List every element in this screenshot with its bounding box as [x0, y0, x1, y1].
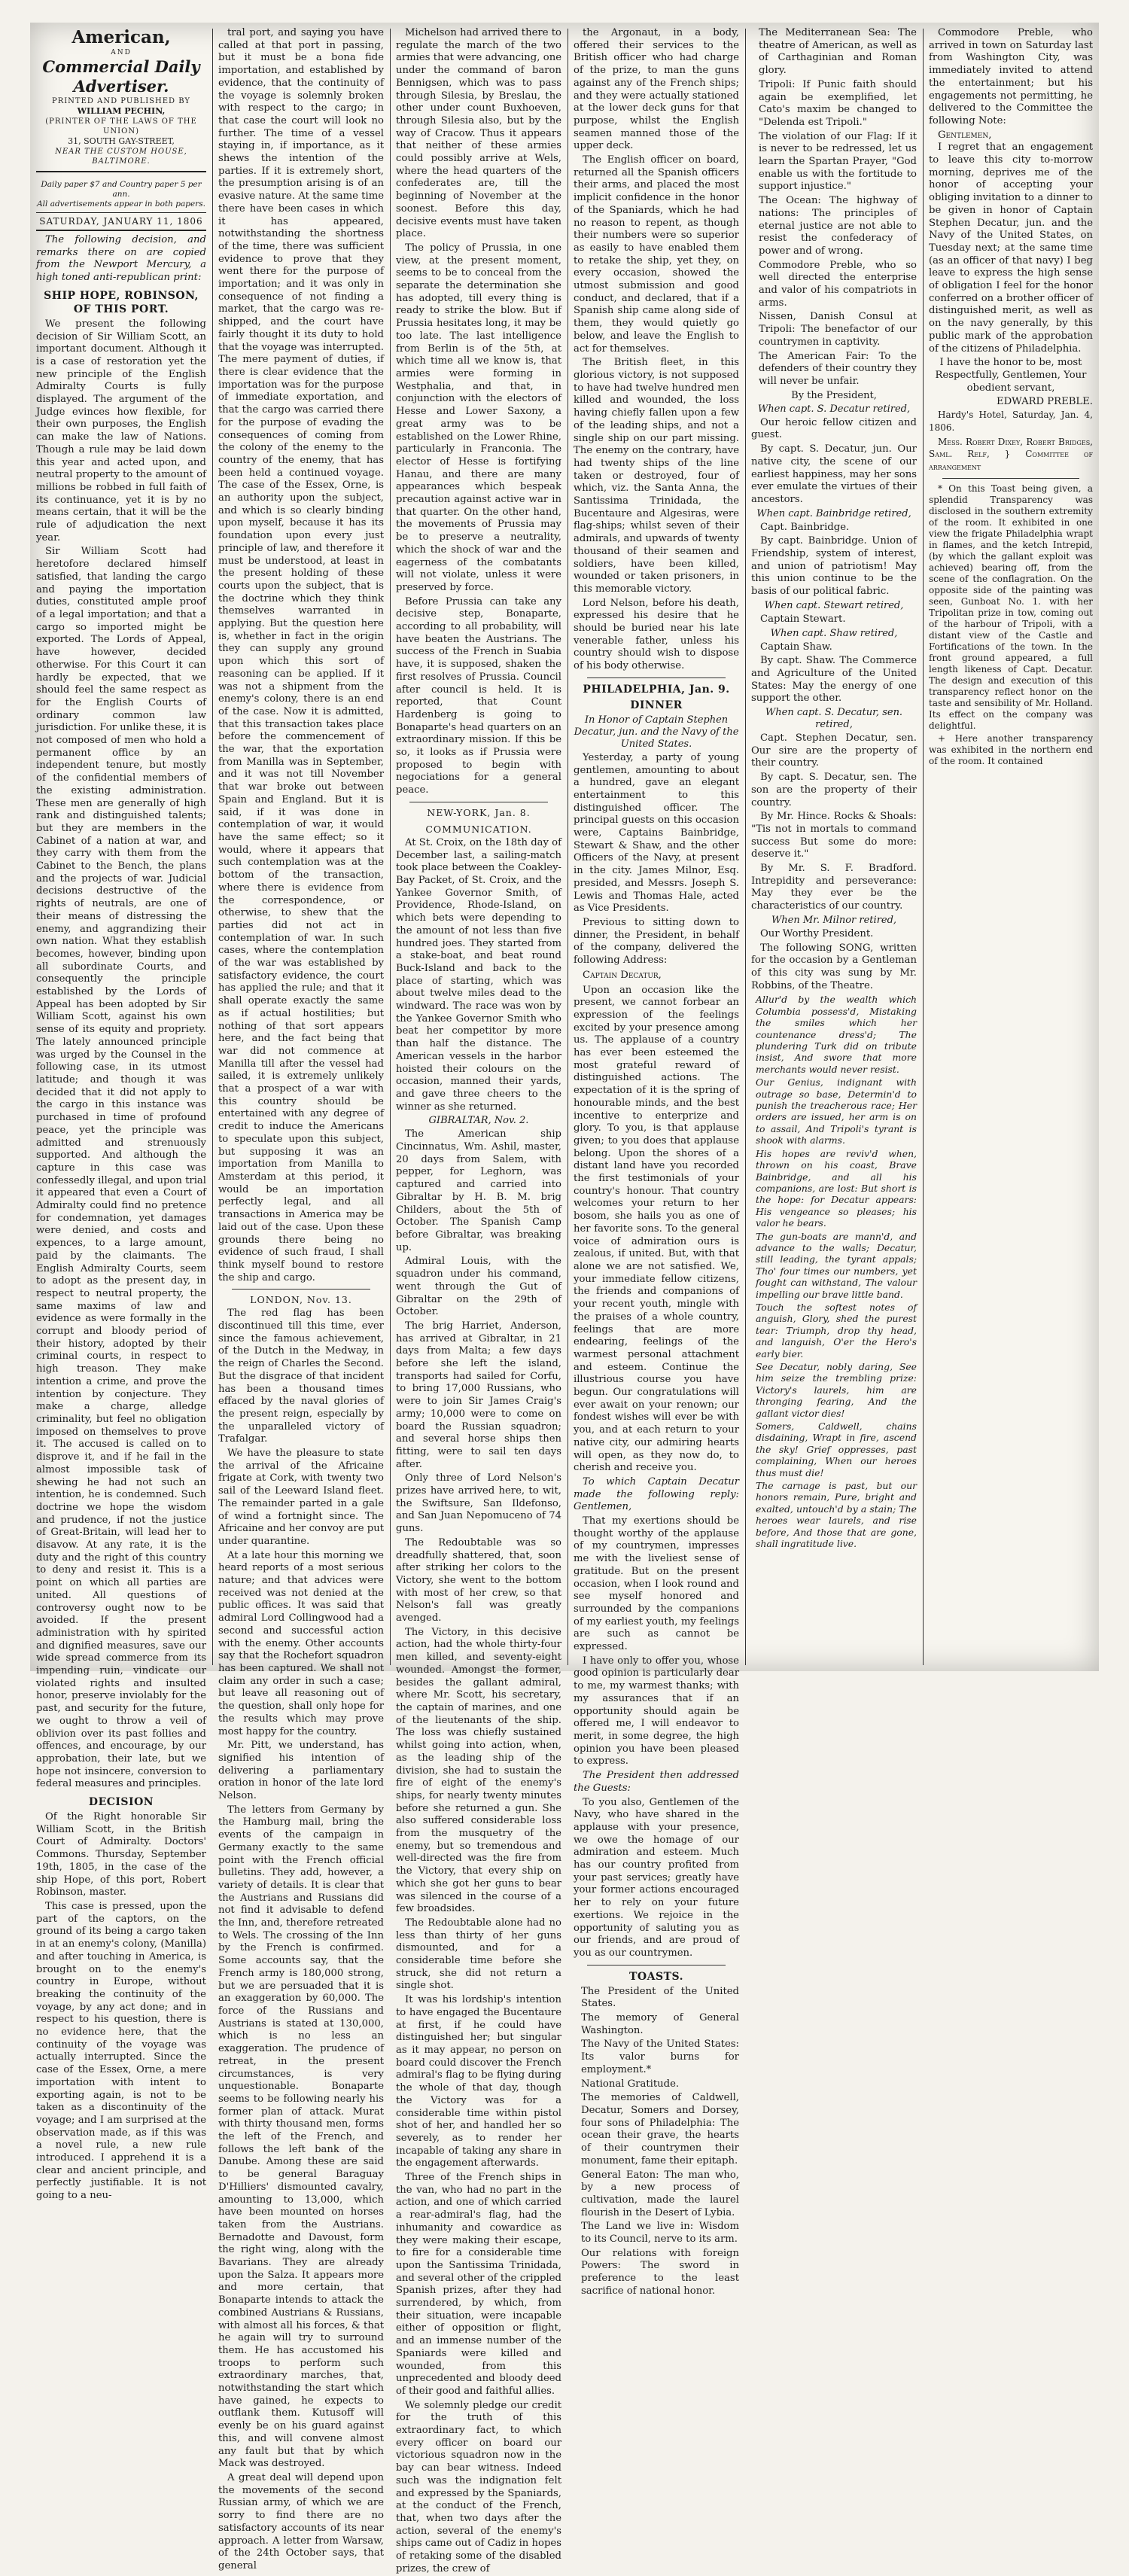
toast-item: Capt. Stephen Decatur, sen. Our sire are the property of their country. — [751, 732, 917, 769]
masthead-title-line1: American, — [72, 27, 171, 47]
paragraph: The Redoubtable alone had no less than thirty of her guns dismounted, and for a considerable time before she struck, she did not return a single shot. — [396, 1917, 561, 1992]
paragraph: Admiral Louis, with the squadron under his command, went through the Gut of Gibraltar on the 29th of October. — [396, 1256, 561, 1318]
toasts-list-continued — [751, 27, 917, 388]
paragraph: We solemnly pledge our credit for the truth of this extraordinary fact, to which every officer on board our victorious squadron now in the bay can bear witness. Indeed such was the indignation felt and expressed by the Spaniards, at the conduct of the French, that, when two days after the action, several of the enemy's ships came out of Cadiz in hopes of retaking some of the disabled prizes, the crew of — [396, 2399, 561, 2574]
paragraph: At a late hour this morning we heard reports of a most serious nature; and that advices were received was not denied at the public offices. It was said that admiral Lord Collingwood had a second and successful action with the enemy. Other accounts say that the Rochefort squadron has been captured. We shall not claim any order in such a case; but leave all reasoning out of the question, shall only hope for the results which may prove most happy for the country. — [218, 1549, 384, 1737]
address-line2: NEAR THE CUSTOM HOUSE, BALTIMORE. — [55, 148, 187, 166]
masthead-title-line2: Commercial Daily Advertiser. — [42, 57, 200, 96]
president-intro: The President then addressed the Guests: — [574, 1770, 739, 1794]
paragraph: The Redoubtable was so dreadfully shattered, that, soon after striking her colors to the Victory, she went to the bottom with most of her crew, so that Nelson's fall was greatly avenged. — [396, 1536, 561, 1624]
paragraph: The American ship Cincinnatus, Wm. Ashil, master, 20 days from Salem, with pepper, for Leghorn, was captured and carried into Gibraltar by H. B. M. brig Childers, about the 5th of October. The Spanish Camp before Gibraltar, was breaking up. — [396, 1128, 561, 1253]
address-salutation: Captain Decatur, — [583, 969, 662, 981]
column-4 — [568, 23, 745, 2297]
newspaper-page — [30, 23, 1099, 2574]
toast-item: The President of the United States. — [581, 1985, 739, 2010]
toast-occasion: When capt. S. Decatur retired, — [757, 403, 911, 415]
paragraph: Michelson had arrived there to regulate the march of the two armies that were advancing, one under the command of baron Bennigsen, which was to pass through Silesia, by Breslau, the other under count Buxhoeven, through Silesia also, but by the way of Cracow. Thus it appears that neither of these armies could possibly arrive at Wels, where the head quarters of the confederates are, till the beginning of November at the soonest. Before this day, decisive events must have taken place. — [396, 27, 561, 240]
paragraph: Commodore Preble, who arrived in town on Saturday last from Washington City, was immediately invited to attend the entertainment; but his engagements not permitting, he delivered to the Committee the following Note: — [929, 27, 1093, 126]
song-verse: Allur'd by the wealth which Columbia possess'd, Mistaking the smiles which her countenance dress'd; The plundering Turk did on tribute insist, And swore that more merchants would never resist. — [756, 994, 917, 1075]
terms-line2: All advertisements appear in both papers. — [37, 199, 205, 209]
song-verse: See Decatur, nobly daring, See him seize the trembling prize: Victory's laurels, him are thronging fearing, And the gallant victor dies! — [756, 1361, 917, 1419]
toast-item: Our heroic fellow citizen and guest. — [751, 416, 917, 441]
toast-item: Our relations with foreign Powers: The sword in preference to the least sacrifice of national honor. — [581, 2247, 739, 2297]
terms-line1: Daily paper $7 and Country paper 5 per ann. — [41, 180, 202, 199]
paragraph: The Victory, in this decisive action, had the whole thirty-four men killed, and seventy-eight wounded. Amongst the former, besides the gallant admiral, where Mr. Scott, his secretary, the captain of marines, and one of the lieutenants of the ship. The loss was chiefly sustained whilst going into action, when, as the leading ship of the division, she had to sustain the fire of eight of the enemy's ships, for nearly twenty minutes before she returned a gun. She also suffered considerable loss from the musquetry of the enemy, but so tremendous and well-directed was the fire from the Victory, that every ship on which she got her guns to bear was silenced in the course of a few broadsides. — [396, 1626, 561, 1915]
paragraph: Previous to sitting down to dinner, the President, in behalf of the company, delivered the following Address: — [574, 917, 739, 967]
decision-heading: DECISION — [88, 1796, 154, 1809]
paragraph: I have only to offer you, whose good opinion is particularly dear to me, my warmest thanks; with my assurances that if an opportunity should again be offered me, I will endeavor to merit, in some degree, the high opinion you have been pleased to express. — [574, 1655, 739, 1768]
communication-heading: COMMUNICATION. — [425, 823, 532, 835]
address: 31, SOUTH GAY-STREET, — [68, 136, 175, 146]
paragraph: Upon an occasion like the present, we cannot forbear an expression of the feelings excited by your presence among us. The applause of a country has ever been esteemed the most grateful reward of distinguished actions. The expectation of it is the spring of honourable minds, and the best incentive to enterprize and glory. To you, is that applause given; to you does that applause belong. Upon the shores of a distant land have you recorded the first testimonials of your country's honour. That country welcomes your return to her bosom, she hails you as one of her favorite sons. To the general voice of admiration ours is zealous, if united. But, with that alone we are not satisfied. We, your immediate fellow citizens, the friends and companions of your recent youth, mingle with the praises of a whole country, feelings that are more endearing, feelings of the warmest personal attachment and esteem. Continue the illustrious course you have begun. Our congratulations will ever await on your renown; our fondest wishes will ever be with you, and at each return to your native city, our admiring hearts will open, as they now do, to cherish and receive you. — [574, 984, 739, 1474]
paragraph: We have the pleasure to state the arrival of the Africaine frigate at Cork, with twenty two sail of the Leeward Island fleet. The remainder parted in a gale of wind a fortnight since. The Africaine and her convoy are put under quarantine. — [218, 1448, 384, 1547]
divider — [587, 677, 726, 678]
footnote: * On this Toast being given, a splendid Transparency was disclosed in the southern extremity of the room. It exhibited in one view the frigate Philadelphia wrapt in flames, and the ketch Intrepid, (by which the gallant exploit was achieved) bearing off, from the scene of the conflagration. On the opposite side of the painting was seen, Gunboat No. 1. with her Tripolitan prize in tow, coming out of the harbour of Tripoli, with a distant view of the Castle and Fortifications of the town. In the front ground appeared, a full length likeness of Capt. Decatur. The design and execution of this transparency reflect honor on the taste and sensibility of Mr. Holland. Its effect on the company was delightful. — [929, 483, 1093, 731]
column-3 — [390, 23, 568, 2574]
toast-occasion: When capt. Bainbridge retired, — [756, 507, 911, 519]
paragraph: Of the Right honorable Sir William Scott, in the British Court of Admiralty. Doctors' Commons. Thursday, September 19th, 1805, in the case of the ship Hope, of this port, Robert Robinson, master. — [36, 1811, 206, 1899]
divider — [942, 478, 1079, 479]
paragraph: Three of the French ships in the van, who had no part in the action, and one of which carried a rear-admiral's flag, had the inhumanity and cowardice as they were making their escape, to fire for a considerable time upon the Santissima Trinidada, and several other of the crippled Spanish prizes, after they had surrendered, by which, from their situation, were incapable either of opposition or flight, and an immense number of the Spaniards were killed and wounded, from this unprecedented and bloody deed of their good and faithful allies. — [396, 2172, 561, 2397]
column-1 — [30, 23, 212, 2202]
printer-line2: (PRINTER OF THE LAWS OF THE UNION) — [45, 117, 197, 135]
toast-item: The violation of our Flag: If it is never to be redressed, let us learn the Spartan Prayer, "God enable us with the fortitude to support injustice." — [759, 130, 917, 193]
volunteer-toasts-heading: By the President, — [791, 389, 877, 401]
toasts-list — [574, 1986, 739, 2298]
intro-paragraph: The following decision, and remarks there on are copied from the Newport Mercury, a high toned anti-republican print: — [36, 234, 206, 284]
toast-item: Capt. Bainbridge. — [760, 521, 850, 533]
toast-item: General Eaton: The man who, by a new process of cultivation, made the laurel flourish in the Desert of Lybia. — [581, 2169, 739, 2218]
toast-occasion: When capt. S. Decatur, sen. retired, — [765, 707, 903, 731]
paragraph: Only three of Lord Nelson's prizes have arrived here, to wit, the Swiftsure, San Ildefonso, and San Juan Nepomuceno of 74 guns. — [396, 1472, 561, 1535]
reply-intro: To which Captain Decatur made the following reply: Gentlemen, — [574, 1475, 739, 1513]
toast-item: The memory of General Washington. — [581, 2012, 739, 2036]
paragraph: That my exertions should be thought worthy of the applause of my countrymen, impresses me with the liveliest sense of gratitude. But on the present occasion, when I look round and see myself honored and surrounded by the companions of my earliest youth, my feelings are such as cannot be expressed. — [574, 1515, 739, 1653]
paragraph: This case is pressed, upon the part of the captors, on the ground of its being a cargo taken in at an enemy's colony, (Manilla) and after touching in America, is brought on to the enemy's country in Europe, without breaking the continuity of the voyage, by any act done; and in respect to his question, there is no evidence here, that the continuity of the voyage was actually interrupted. Since the case of the Essex, Orne, a mere importation with intent to exporting again, is not to be taken as a discontinuity of the voyage; and I am surprised at the observation made, as if this was a novel rule, a new rule introduced. I apprehend it is a clear and ancient principle, and perfectly justifiable. It is not going to a neu- — [36, 1901, 206, 2202]
masthead-and: AND — [111, 49, 132, 56]
song-verse: His hopes are reviv'd when, thrown on his coast, Brave Bainbridge, and all his companions, are lost: But short is the hope: for Decatur appears: His vengeance so pleases; his valor he bears. — [756, 1147, 917, 1229]
paragraph: Before Prussia can take any decisive step, Bonaparte, according to all probability, will have beaten the Austrians. The success of the French in Suabia have, it is supposed, shaken the first resolves of Prussia. Council after council is held. It is reported, that Count Hardenberg is going to Bonaparte's head quarters on an extraordinary mission. If this be so, it looks as if Prussia were proposed to begin with negociations for a general peace. — [396, 595, 561, 796]
toast-item: By capt. S. Decatur, sen. The son are the property of their country. — [751, 772, 917, 808]
paragraph: The policy of Prussia, in one view, at the present moment, seems to be to conceal from the separate the determination she has adopted, till every thing is ready to strike the blow. But if Prussia hesitates long, it may be too late. The last intelligence from Berlin is of the 5th, at which time all we know is, that armies were forming in Westphalia, and that, in conjunction with the electors of Hesse and Lower Saxony, a great army was to be established on the Lower Rhine, particularly in Franconia. The elector of Hesse is fortifying Hanau, and there are many appearances which bespeak precaution against active war in that quarter. On the other hand, the movements of Prussia may be to preserve a neutrality, which the shock of war and the eagerness of the combatants will not violate, unless it were preserved by force. — [396, 242, 561, 593]
toast-item: By Mr. S. F. Bradford. Intrepidity and perseverance: May they ever be the characteristics of our country. — [751, 863, 917, 912]
song-verse: The carnage is past, but our honors remain, Pure, bright and exalted, untouch'd by a stain; The heroes wear laurels, and rise before, And those that are gone, shall ingratitude live. — [756, 1480, 917, 1550]
place-date: Hardy's Hotel, Saturday, Jan. 4, 1806. — [929, 410, 1093, 433]
subscription-terms — [36, 177, 206, 213]
toast-item: Commodore Preble, who so well directed the enterprise and valor of his compatriots in arms. — [759, 259, 917, 309]
paragraph: Lord Nelson, before his death, expressed his desire that he should be buried near his late venerable father, unless his country should wish to dispose of his body otherwise. — [574, 597, 739, 672]
toast-occasion: When Mr. Milnor retired, — [771, 914, 897, 926]
song-verse: Somers, Caldwell, chains disdaining, Wrapt in fire, ascend the sky! Grief oppresses, past complaining, When our heroes thus must die! — [756, 1420, 917, 1478]
toast-item: National Gratitude. — [581, 2078, 680, 2090]
footnote: + Here another transparency was exhibited in the northern end of the room. It contained — [929, 732, 1093, 766]
toast-item: The American Fair: To the defenders of their country they will never be unfair. — [759, 350, 917, 387]
toast-item: The memories of Caldwell, Decatur, Somers and Dorsey, four sons of Philadelphia: The ocean their grave, the hearts of their countrymen their monument, fame their epitaph. — [581, 2092, 739, 2166]
signature: EDWARD PREBLE. — [996, 396, 1093, 408]
paragraph: At St. Croix, on the 18th day of December last, a sailing-match took place between the Coakley-Bay Packet, of St. Croix, and the Yankee Governor Smith, of Providence, Rhode-Island, on which bets were depending to the amount of not less than five hundred joes. They started from a stake-boat, and beat round Buck-Island and back to the place of starting, which was about twelve miles dead to the windward. The race was won by the Yankee Governor Smith who beat her competitor by more than half the distance. The American vessels in the harbor hoisted their colours on the occasion, manned their yards, and gave three cheers to the winner as she returned. — [396, 836, 561, 1113]
divider — [232, 1289, 370, 1290]
paragraph: tral port, and saying you have called at that port in passing, but it must be a bona fide importation, and established by evidence, that the continuity of the voyage is solemnly broken with respect to the cargo; in that case the court will look no further. The time of a vessel staying in, if importance, as it shews the intention of the parties. If it is extremely short, the presumption arising is of an evasive nature. At the same time there have been cases in which it has appeared, notwithstanding the shortness of the time, there was sufficient evidence to prove that they went there for the purpose of importation; and it was only in consequence of not finding a market, that the cargo was re-shipped, and the court have fairly thought it its duty to hold that the voyage was interrupted. The mere payment of duties, if there is clear evidence that the importation was for the purpose of immediate exportation, and that the cargo was carried there for the purpose of evading the consequences of coming from the colony of the enemy to the country of the enemy, that has been held a continued voyage. The case of the Essex, Orne, is an authority upon the subject, and which is so clearly binding upon myself, because it has its foundation upon every just principle of law, and therefore it must be understood, at least in the present holding of these courts upon the subject, that is the doctrine which they think themselves warranted in applying. But the question here is, whether in fact in the origin they can supply any ground upon which this sort of reasoning can be applied. If it was not a shipment from the enemy's colony, there is an end of the case. Now it is admitted, that this transaction takes place before the commencement of the war, that the exportation from Manilla was in September, and it was not till November that war broke out between Spain and England. But it is said, if it was done in contemplation of war, it would have the same effect; so it would, where it appears that such contemplation was at the bottom of the transaction, where there is evidence from the correspondence, or otherwise, to shew that the parties did not act in contemplation of war. In such cases, where the contemplation of the war was established by satisfactory evidence, the court has applied the rule; and that it shall operate exactly the same as if actual hostilities; but nothing of that sort appears here, and the fact being that war did not commence at Manilla till after the vessel had sailed, it is extremely unlikely that a prospect of a war with this country should be entertained with any degree of credit to induce the Americans to speculate upon this subject, but supposing it was an importation from Manilla to Amsterdam at this period, it would be an importation perfectly legal, and all transactions in America may be laid out of the case. Upon these grounds there being no evidence of such fraud, I shall think myself bound to restore the ship and cargo. — [218, 27, 384, 1283]
closing: I have the honor to be, most Respectfully, Gentlemen, Your obedient servant, — [935, 357, 1087, 394]
toast-item: The Mediterranean Sea: The theatre of American, as well as of Carthaginian and Roman glory. — [759, 27, 917, 77]
toast-item: By capt. Bainbridge. Union of Friendship, system of interest, and union of patriotism! May this union continue to be the basis of our political fabric. — [751, 535, 917, 598]
toast-item: Captain Stewart. — [760, 613, 846, 625]
toast-item: Captain Shaw. — [760, 641, 832, 653]
paragraph: The red flag has been discontinued till this time, ever since the famous achievement, of the Dutch in the Medway, in the reign of Charles the Second. But the disgrace of that incident has been a thousand times effaced by the naval glories of the present reign, especially by the unparalleled victory of Trafalgar. — [218, 1308, 384, 1445]
committee: Mess. Robert Dixey, Robert Bridges, Saml. Relf, } Committee of arrangement — [929, 436, 1093, 472]
column-2 — [212, 23, 390, 2571]
paragraph: I regret that an engagement to leave this city to-morrow morning, deprives me of the honor of accepting your obliging invitation to a dinner to be given in honor of Captain Stephen Decatur, jun. and the Navy of the United States, on Tuesday next; at the same time (as an officer of that navy) I beg leave to express the high sense of obligation I feel for the honor conferred on a brother officer of distinguished merit, as well as on the navy generally, by this public mark of the approbation of the citizens of Philadelphia. — [929, 142, 1093, 355]
paragraph: The letters from Germany by the Hamburg mail, bring the events of the campaign in Germany exactly to the same point with the French official bulletins. They add, however, a variety of details. It is clear that the Austrians and Russians did not find it advisable to defend the Inn, and, therefore retreated to Wels. The crossing of the Inn by the French is confirmed. Some accounts say, that the French army is 180,000 strong, but we are persuaded that it is an exaggeration by 60,000. The force of the Russians and Austrians is stated at 130,000, which is no less an exaggeration. The prudence of retreat, in the present circumstances, is very unquestionable. Bonaparte seems to be following nearly his former plan of attack. Murat with thirty thousand men, forms the left of the French, and follows the left bank of the Danube. Among these are said to be general Baraguay D'Hilliers' dismounted cavalry, amounting to 13,000, which have been mounted on horses taken from the Austrians. Bernadotte and Davoust, form the right wing, along with the Bavarians. They are already upon the Salza. It appears more and more certain, that Bonaparte intends to attack the combined Austrians & Russians, with almost all his forces, & that he again will try to surround them. He has accustomed his troops to perform such extraordinary marches, that, notwithstanding the start which have gained, he expects to outflank them. Kutusoff will evenly be on his guard against this, and will convene almost any fault but that by which Mack was destroyed. — [218, 1804, 384, 2470]
toast-item: The Ocean: The highway of nations: The principles of eternal justice are not able to resist the confederacy of power and of wrong. — [759, 195, 917, 257]
printer-name: WILLIAM PECHIN, — [77, 106, 166, 116]
paragraph: The English officer on board, returned all the Spanish officers their arms, and placed the most implicit confidence in the honor of the Spaniards, which he had no reason to repent, as though their numbers were so superior as easily to have enabled them to retake the ship, yet they, on every occasion, showed the utmost submission and good conduct, and declared, that if a Spanish ship came along side of them, they would quietly go below, and leave the English to act for themselves. — [574, 154, 739, 355]
toast-occasion: When capt. Stewart retired, — [764, 599, 904, 611]
issue-date: SATURDAY, JANUARY 11, 1806 — [36, 213, 206, 231]
paragraph: A great deal will depend upon the movements of the second Russian army, of which we are sorry to find there are no satisfactory accounts of its near approach. A letter from Warsaw, of the 24th October says, that general — [218, 2472, 384, 2571]
toast-item: By Mr. Hince. Rocks & Shoals: "Tis not in mortals to command success But some do more: deserve it." — [751, 811, 917, 860]
paragraph: We present the following decision of Sir William Scott, an important document. Although it is a case of restoration yet the new principle of the English Admiralty Courts is fully displayed. The argument of the Judge evinces how flexible, for their own purposes, the English can make the law of Nations. Though a rule may be laid down this year and acted upon, and neutral property to the amount of millions be robbed in full faith of its continuance, yet it is by no means certain, that it will be the rule of adjudication the next year. — [36, 318, 206, 544]
toasts-heading: TOASTS. — [629, 1970, 683, 1983]
gibraltar-dateline: GIBRALTAR, Nov. 2. — [428, 1115, 529, 1127]
dinner-heading: DINNER — [630, 699, 683, 711]
song-verse: Touch the softest notes of anguish, Glory, shed the purest tear: Triumph, drop thy head, and languish, O'er the Hero's early bier. — [756, 1301, 917, 1360]
toast-item: Nissen, Danish Consul at Tripoli: The benefactor of our countrymen in captivity. — [759, 311, 917, 348]
song-verse: Our Genius, indignant with outrage so base, Determin'd to punish the treacherous race; Her orders are issued, her arm is on to assail, And Tripoli's tyrant is shook with alarms. — [756, 1076, 917, 1146]
paragraph: Sir William Scott had heretofore declared himself satisfied, that landing the cargo and paying the importation duties, constituted ample proof of a legal importation; and that a cargo so imported might be exported. The Lords of Appeal, have however, decided otherwise. For this Court it can hardly be expected, that we should feel the same respect as for the English Courts of ordinary common law jurisdiction. For unlike these, it is not composed of men who hold a permanent office by an independent tenure, but mostly of the confidential members of the existing administration. These men are generally of high rank and distinguished talents; but they are members in the Cabinet of a nation at war, and they carry with them from the Cabinet to the Bench, the plans and the projects of war. Judicial decisions destructive of the rights of neutrals, are one of their means of distressing the enemy, and aggrandizing their own nation. What they establish becomes, however, binding upon all subordinate Courts, and consequently the principle established by the Lords of Appeal has been adopted by Sir William Scott, against his own sense of its equity and propriety. The lately announced principle was urged by the Counsel in the following case, in its utmost latitude; and though it was decided that it did not apply to the cargo in this instance was purchased in time of profound peace, yet the principle was admitted and strenuously supported. And although the capture in this case was confessedly illegal, and upon trial it appeared that even a Court of Admiralty could find no pretence for condemnation, yet damages were denied, and costs and expences, to a large amount, paid by the claimants. The English Admiralty Courts, seem to adopt as the present day, in respect to neutral property, the same maxims of law and evidence as were formally in the corrupt and bloody period of their history, adopted by their criminal courts, in respect to high treason. They make intention a crime, and prove the intention by conjecture. They make a charge, alledge criminality, but feel no obligation imposed on themselves to prove it. The accused is called on to disprove it, and if he fail in the almost impossible task of shewing he had not such an intention, he is condemned. Such doctrine we hope the wisdom and prudence, if not the justice of Great-Britain, will lead her to disavow. At any rate, it is the duty and the right of this country to deny and resist it. This is a point on which all parties are united. All questions of controversy ought now to be avoided. If the present administration with hy spirited and dignified measures, save our wide spread commerce from its impending ruin, vindicate our violated rights and insulted honor, preserve inviolably for the past, and security for the future, we ought to throw a veil of oblivion over its past follies and offences, and encourage, by our approbation, their late, but we hope not insincere, conversion to federal measures and principles. — [36, 546, 206, 1790]
column-6 — [923, 23, 1099, 1671]
paragraph: Mr. Pitt, we understand, has signified his intention of delivering a parliamentary oration in honor of the late lord Nelson. — [218, 1740, 384, 1802]
paragraph: The brig Harriet, Anderson, has arrived at Gibraltar, in 21 days from Malta; a few days before she left the island, transports had sailed for Corfu, to bring 17,000 Russians, who were to join Sir James Craig's army; 10,000 were to come on board the Russian squadron; and several horse ships then fitting, were to sail ten days after. — [396, 1320, 561, 1470]
paragraph: Yesterday, a party of young gentlemen, amounting to about a hundred, gave an elegant entertainment to this distinguished officer. The principal guests on this occasion were, Captains Bainbridge, Stewart & Shaw, and the other Officers of the Navy, at present in the city. James Milnor, Esq. presided, and Messrs. Joseph S. Lewis and Thomas Hale, acted as Vice Presidents. — [574, 751, 739, 915]
toast-occasion: When capt. Shaw retired, — [770, 627, 898, 639]
paragraph: The British fleet, in this glorious victory, is not supposed to have had twelve hundred men killed and wounded, the loss having chiefly fallen upon a few of the leading ships, and not a single ship on our part missing. The enemy on the contrary, have had twenty ships of the line taken or destroyed, four of which, viz. the Santa Anna, the Santissima Trinidada, the Bucentaure and Algesiras, were flag-ships; whilst seven of their admirals, and upwards of twenty thousand of their seamen and soldiers, have been killed, wounded or taken prisoners, in this memorable victory. — [574, 357, 739, 595]
philadelphia-dateline: PHILADELPHIA, Jan. 9. — [583, 683, 730, 696]
paragraph: To you also, Gentlemen of the Navy, who have shared in the applause with your presence, we owe the homage of our admiration and esteem. Much has our country profited from your past services; greatly have your former actions encouraged her to rely on your future exertions. We rejoice in the opportunity of saluting you as our friends, and are proud of you as our countrymen. — [574, 1796, 739, 1959]
note-salutation: Gentlemen, — [938, 129, 992, 141]
toast-item: The Navy of the United States: Its valor burns for employment.* — [581, 2039, 739, 2075]
paragraph: the Argonaut, in a body, offered their services to the British officer who had charge of the prize, to man the guns against any of the French ships; and they were actually stationed at the lower deck guns for that purpose, whilst the English seamen manned those of the upper deck. — [574, 27, 739, 152]
song-intro: The following SONG, written for the occasion by a Gentleman of this city was sung by Mr. Robbins, of the Theatre. — [751, 942, 917, 991]
toast-item: The Land we live in: Wisdom to its Council, nerve to its arm. — [581, 2221, 739, 2246]
paragraph: It was his lordship's intention to have engaged the Bucentaure at first, if he could have distinguished her; but singular as it may appear, no person on board could discover the French admiral's flag to be flying during the whole of that day, though the Victory was for a considerable time within pistol shot of her, and handled her so severely, as to render her incapable of taking any share in the engagement afterwards. — [396, 1994, 561, 2170]
toast-item: By capt. Shaw. The Commerce and Agriculture of the United States: May the energy of one support the other. — [751, 655, 917, 705]
newyork-dateline: NEW-YORK, Jan. 8. — [427, 806, 531, 818]
masthead — [36, 27, 206, 172]
song-verse: The gun-boats are mann'd, and advance to the walls; Decatur, still leading, the tyrant appals; Tho' four times our numbers, yet fought can withstand, The valour impelling our brave little band. — [756, 1230, 917, 1300]
toast-item: Our Worthy President. — [760, 927, 874, 939]
toast-item: Tripoli: If Punic faith should again be exemplified, let Cato's maxim be changed to "Delenda est Tripoli." — [759, 78, 917, 128]
dinner-subheading: In Honor of Captain Stephen Decatur, jun. and the Navy of the United States. — [574, 714, 739, 750]
column-5 — [745, 23, 923, 1671]
printer-line1: PRINTED AND PUBLISHED BY — [51, 97, 191, 105]
london-dateline: LONDON, Nov. 13. — [250, 1294, 352, 1306]
song-verses — [751, 994, 917, 1549]
article-heading: SHIP HOPE, ROBINSON, OF THIS PORT. — [44, 289, 199, 315]
toast-item: By capt. S. Decatur, jun. Our native city, the scene of our earliest happiness, may her sons ever emulate the virtues of their ancestors. — [751, 443, 917, 505]
